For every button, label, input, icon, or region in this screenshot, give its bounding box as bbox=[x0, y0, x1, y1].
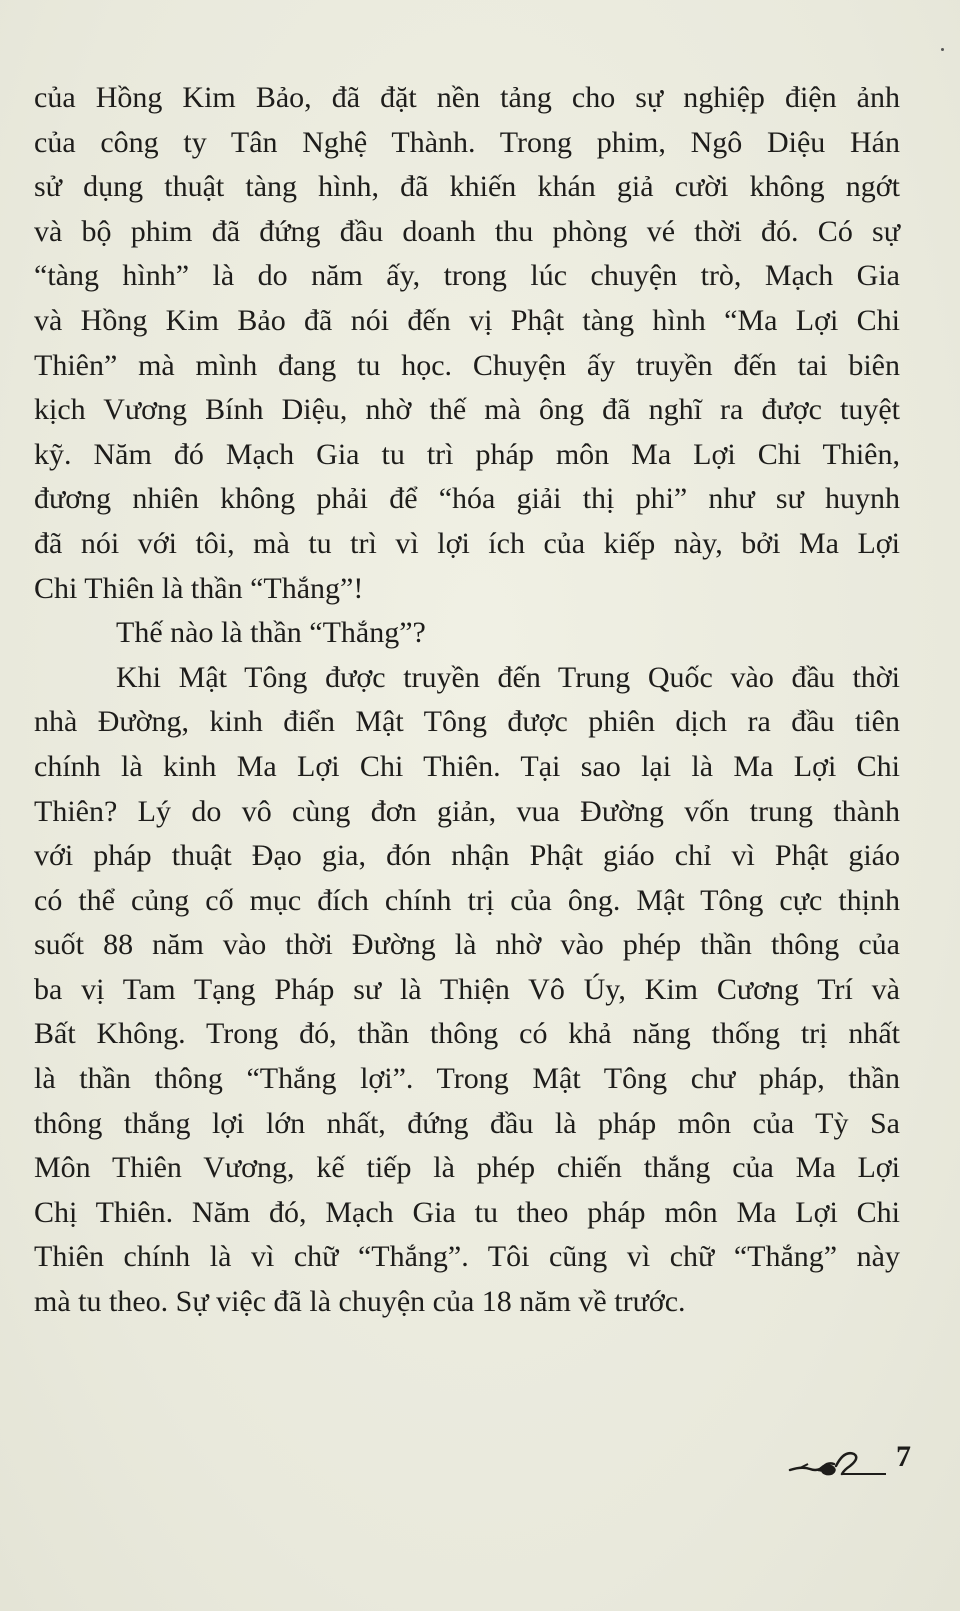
text-line: và Hồng Kim Bảo đã nói đến vị Phật tàng hình “Ma Lợi Chi bbox=[34, 303, 900, 337]
text-line: thông thắng lợi lớn nhất, đứng đầu là pháp môn của Tỳ Sa bbox=[34, 1106, 900, 1140]
text-line: của công ty Tân Nghệ Thành. Trong phim, Ngô Diệu Hán bbox=[34, 125, 900, 159]
page-footer bbox=[788, 1440, 928, 1480]
text-line: có thể củng cố mục đích chính trị của ông. Mật Tông cực thịnh bbox=[34, 883, 900, 917]
text-line: Thiên” mà mình đang tu học. Chuyện ấy truyền đến tai biên bbox=[34, 348, 900, 382]
text-line: “tàng hình” là do năm ấy, trong lúc chuyện trò, Mạch Gia bbox=[34, 259, 900, 293]
page-number: 7 bbox=[896, 1440, 911, 1473]
paragraph-heading-line: Thế nào là thần “Thắng”? bbox=[116, 616, 426, 650]
text-line: với pháp thuật Đạo gia, đón nhận Phật giáo chỉ vì Phật giáo bbox=[34, 839, 900, 873]
text-line: của Hồng Kim Bảo, đã đặt nền tảng cho sự nghiệp điện ảnh bbox=[34, 81, 900, 114]
text-line: ba vị Tam Tạng Pháp sư là Thiện Vô Úy, Kim Cương Trí và bbox=[34, 972, 900, 1006]
text-line: Thiên chính là vì chữ “Thắng”. Tôi cũng vì chữ “Thắng” này bbox=[34, 1240, 900, 1274]
text-line: kịch Vương Bính Diệu, nhờ thế mà ông đã nghĩ ra được tuyệt bbox=[34, 393, 900, 427]
text-line: là thần thông “Thắng lợi”. Trong Mật Tông chư pháp, thần bbox=[34, 1062, 900, 1096]
text-line: đương nhiên không phải để “hóa giải thị phi” như sư huynh bbox=[34, 482, 900, 516]
text-line: Môn Thiên Vương, kế tiếp là phép chiến thắng của Ma Lợi bbox=[34, 1151, 900, 1185]
text-line: suốt 88 năm vào thời Đường là nhờ vào phép thần thông của bbox=[34, 928, 900, 962]
text-line: kỹ. Năm đó Mạch Gia tu trì pháp môn Ma Lợi Chi Thiên, bbox=[34, 437, 900, 471]
text-line: mà tu theo. Sự việc đã là chuyện của 18 năm về trước. bbox=[34, 1285, 686, 1319]
text-line: sử dụng thuật tàng hình, đã khiến khán giả cười không ngớt bbox=[34, 170, 900, 204]
text-line: Khi Mật Tông được truyền đến Trung Quốc vào đầu thời bbox=[116, 660, 900, 694]
text-line: nhà Đường, kinh điển Mật Tông được phiên dịch ra đầu tiên bbox=[34, 705, 900, 739]
paper-speck bbox=[941, 48, 944, 51]
text-line: chính là kinh Ma Lợi Chi Thiên. Tại sao lại là Ma Lợi Chi bbox=[34, 749, 900, 783]
text-line: Chi Thiên là thần “Thắng”! bbox=[34, 571, 364, 605]
stylized-flourish-icon bbox=[788, 1444, 888, 1478]
text-line: đã nói với tôi, mà tu trì vì lợi ích của kiếp này, bởi Ma Lợi bbox=[34, 526, 900, 560]
text-line: Chị Thiên. Năm đó, Mạch Gia tu theo pháp môn Ma Lợi Chi bbox=[34, 1195, 900, 1229]
text-line: Thiên? Lý do vô cùng đơn giản, vua Đường vốn trung thành bbox=[34, 794, 900, 828]
text-line: Bất Không. Trong đó, thần thông có khả năng thống trị nhất bbox=[34, 1017, 900, 1051]
text-line: và bộ phim đã đứng đầu doanh thu phòng vé thời đó. Có sự bbox=[34, 214, 900, 248]
body-text bbox=[34, 76, 900, 1325]
